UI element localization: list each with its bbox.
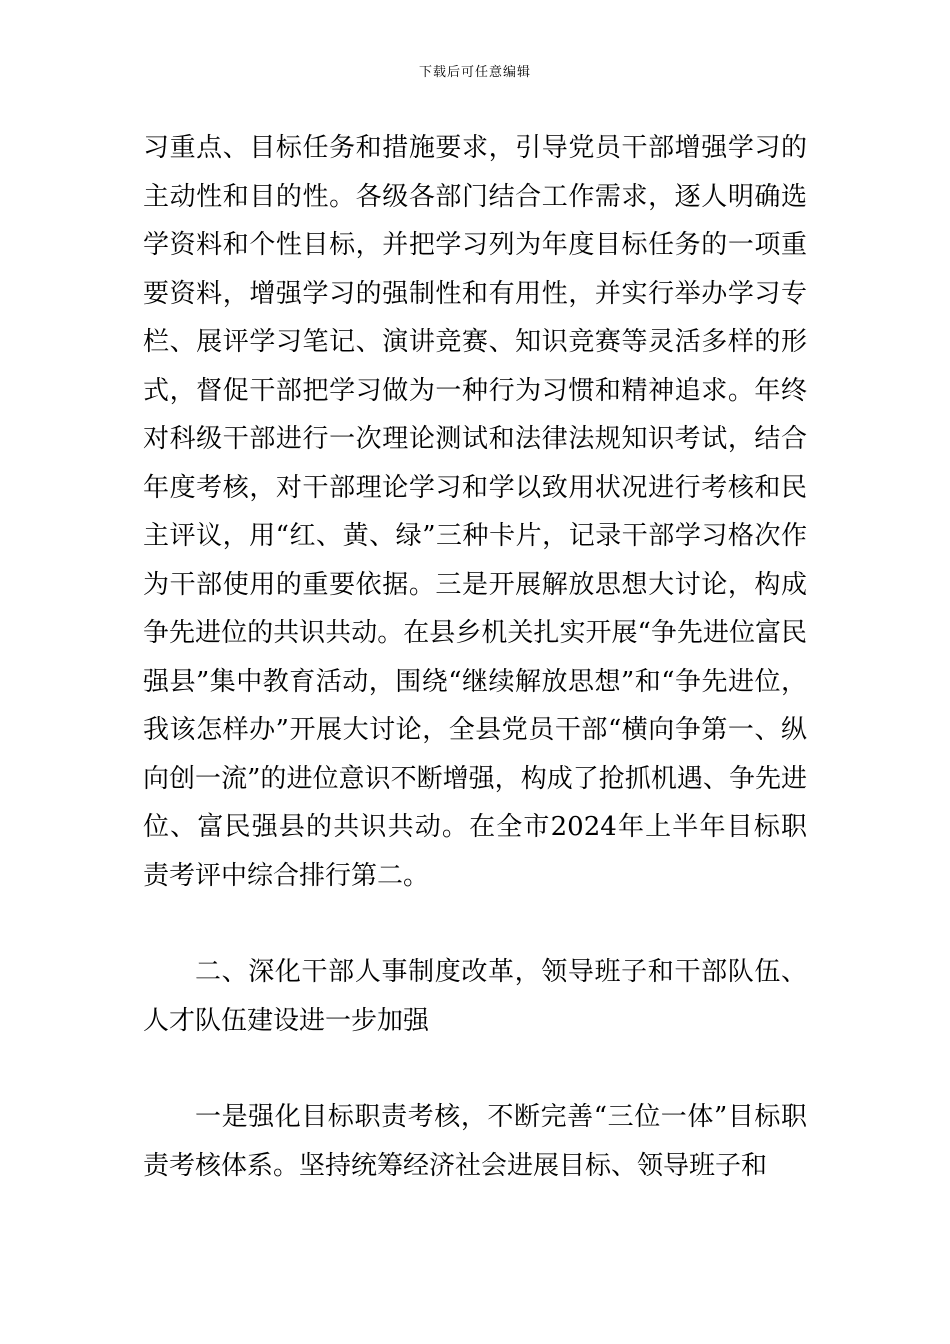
document-body [143, 124, 807, 1190]
paragraph-spacer [143, 1045, 807, 1093]
page-header: 下载后可任意编辑 [418, 65, 531, 80]
body-paragraph: 一是强化目标职责考核，不断完善“三位一体”目标职责考核体系。坚持统筹经济社会进展目标、领导班子和 [143, 1102, 807, 1181]
paragraph-spacer [143, 900, 807, 948]
section-heading: 二、深化干部人事制度改革，领导班子和干部队伍、人才队伍建设进一步加强 [143, 957, 807, 1036]
body-paragraph: 习重点、目标任务和措施要求，引导党员干部增强学习的主动性和目的性。各级各部门结合工作需求，逐人明确选学资料和个性目标，并把学习列为年度目标任务的一项重要资料，增强学习的强制性和有用性，并实行举办学习专栏、展评学习笔记、演讲竞赛、知识竞赛等灵活多样的形式，督促干部把学习做为一种行为习惯和精神追求。年终对科级干部进行一次理论测试和法律法规知识考试，结合年度考核，对干部理论学习和学以致用状况进行考核和民主评议，用“红、黄、绿”三种卡片，记录干部学习格次作为干部使用的重要依据。三是开展解放思想大讨论，构成争先进位的共识共动。在县乡机关扎实开展“争先进位富民强县”集中教育活动，围绕“继续解放思想”和“争先进位，我该怎样办”开展大讨论，全县党员干部“横向争第一、纵向创一流”的进位意识不断增强，构成了抢抓机遇、争先进位、富民强县的共识共动。在全市2024年上半年目标职责考评中综合排行第二。 [143, 133, 807, 891]
